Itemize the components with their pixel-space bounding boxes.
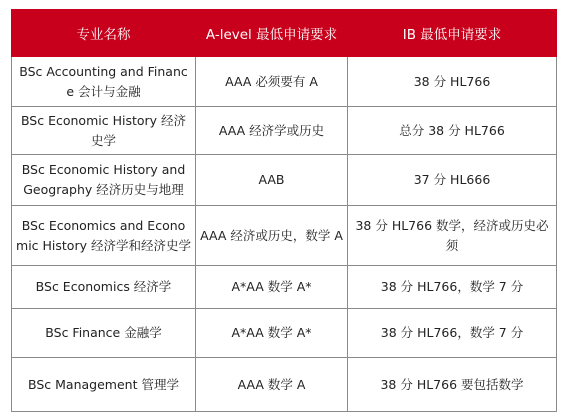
header-alevel: A-level 最低申请要求 (196, 10, 348, 57)
table-row (12, 266, 557, 309)
alevel-cell: AAA 数学 A (196, 358, 348, 412)
ib-cell: 38 分 HL766 要包括数学 (348, 358, 557, 412)
ib-cell: 38 分 HL766 数学，经济或历史必须 (348, 206, 557, 266)
admission-requirements-table-wrapper (11, 9, 556, 412)
table-header-row (12, 10, 557, 57)
ib-cell: 38 分 HL766，数学 7 分 (348, 266, 557, 309)
table-row (12, 358, 557, 412)
major-cell: BSc Economic History 经济史学 (12, 107, 196, 155)
table-row (12, 57, 557, 107)
table-row (12, 107, 557, 155)
alevel-cell: AAA 经济或历史，数学 A (196, 206, 348, 266)
major-cell: BSc Management 管理学 (12, 358, 196, 412)
major-cell: BSc Economics and Economic History 经济学和经济史学 (12, 206, 196, 266)
ib-cell: 38 分 HL766，数学 7 分 (348, 309, 557, 358)
header-ib: IB 最低申请要求 (348, 10, 557, 57)
table-row (12, 309, 557, 358)
table-row (12, 206, 557, 266)
alevel-cell: AAB (196, 155, 348, 206)
ib-cell: 37 分 HL666 (348, 155, 557, 206)
table-row (12, 155, 557, 206)
alevel-cell: AAA 必须要有 A (196, 57, 348, 107)
alevel-cell: A*AA 数学 A* (196, 266, 348, 309)
major-cell: BSc Finance 金融学 (12, 309, 196, 358)
admission-requirements-table (11, 9, 557, 412)
major-cell: BSc Economic History and Geography 经济历史与地理 (12, 155, 196, 206)
alevel-cell: A*AA 数学 A* (196, 309, 348, 358)
ib-cell: 总分 38 分 HL766 (348, 107, 557, 155)
ib-cell: 38 分 HL766 (348, 57, 557, 107)
header-major: 专业名称 (12, 10, 196, 57)
major-cell: BSc Accounting and Finance 会计与金融 (12, 57, 196, 107)
alevel-cell: AAA 经济学或历史 (196, 107, 348, 155)
major-cell: BSc Economics 经济学 (12, 266, 196, 309)
